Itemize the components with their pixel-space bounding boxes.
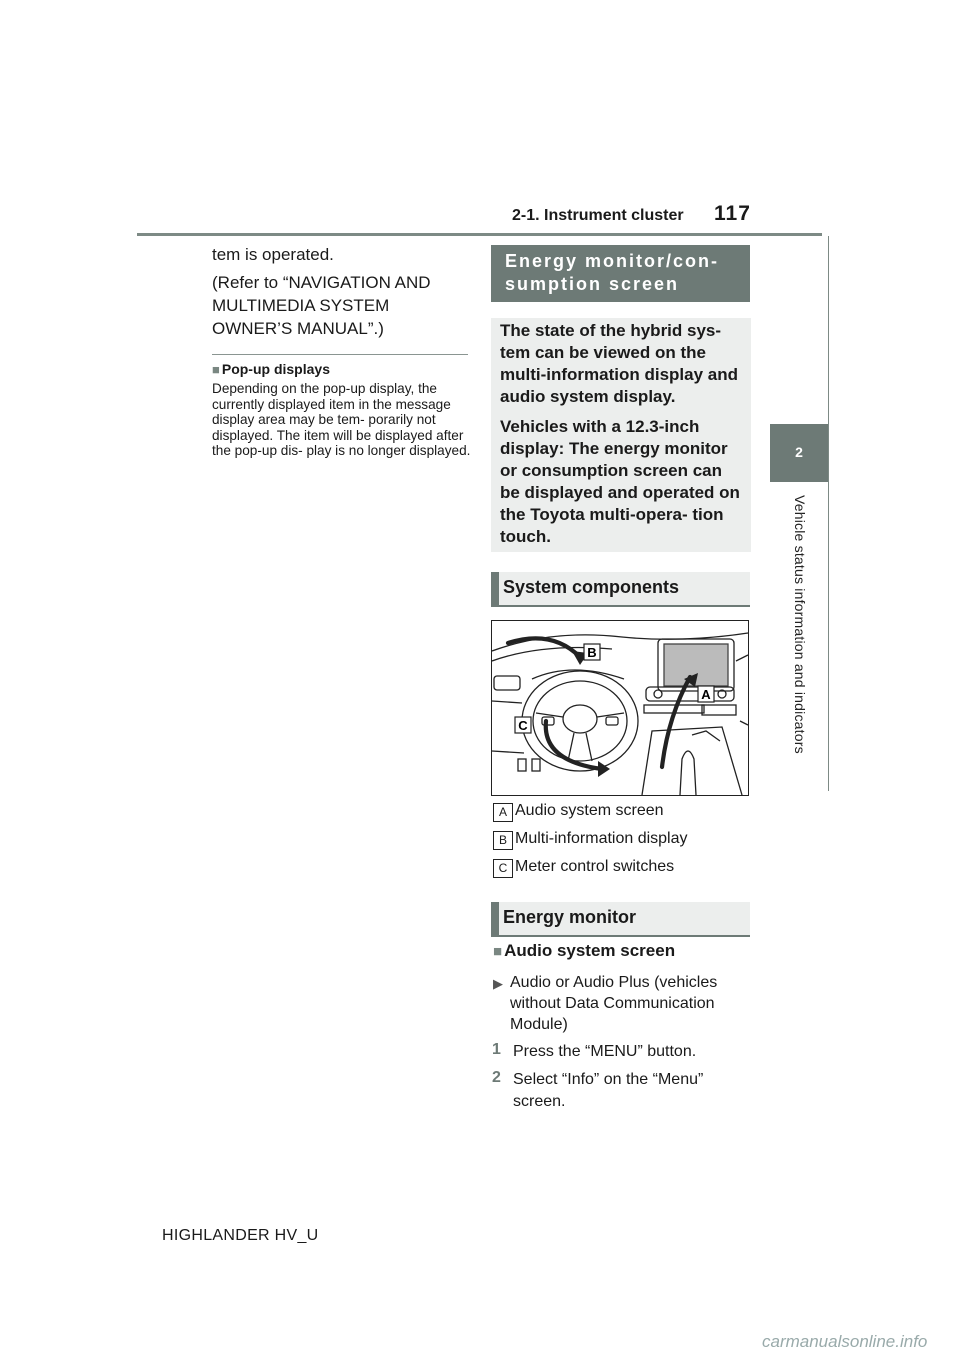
step-1-number: 1	[492, 1041, 501, 1058]
cockpit-drawing	[492, 621, 748, 795]
subheading-popup-label: Pop-up displays	[221, 361, 330, 377]
square-bullet-icon: ■	[493, 943, 503, 960]
figure-label-b: B	[587, 645, 597, 660]
section-title: 2-1. Instrument cluster	[512, 207, 684, 224]
audio-subheading	[493, 941, 675, 961]
system-components-title: System components	[503, 577, 680, 597]
header-rule	[137, 233, 822, 236]
system-components-heading-bar	[491, 572, 499, 605]
chapter-title: Vehicle status information and indicators	[792, 495, 808, 754]
side-divider	[828, 236, 829, 791]
step-2-number: 2	[492, 1069, 501, 1086]
energy-banner-title: Energy monitor/con- sumption screen	[505, 251, 720, 294]
continued-text: tem is operated.	[212, 245, 334, 264]
intro-text-1: The state of the hybrid sys- tem can be viewed on the multi-information display and audio system display.	[500, 321, 739, 406]
system-components-heading-rule	[491, 605, 750, 607]
legend-text-c: Meter control switches	[515, 858, 675, 875]
legend-text-b: Multi-information display	[515, 830, 688, 847]
watermark: carmanualsonline.info	[762, 1332, 928, 1351]
subsection-rule	[212, 354, 468, 355]
figure-label-a: A	[701, 687, 711, 702]
legend-text-a: Audio system screen	[515, 802, 664, 819]
energy-monitor-title: Energy monitor	[503, 907, 637, 927]
arrow-c-head	[598, 761, 610, 777]
subheading-popup	[212, 361, 330, 377]
energy-monitor-heading-rule	[491, 935, 750, 937]
legend-key-a: A	[493, 803, 513, 822]
audio-subheading-label: Audio system screen	[504, 941, 676, 960]
step-1-text: Press the “MENU” button.	[513, 1043, 697, 1060]
model-footer: HIGHLANDER HV_U	[162, 1227, 319, 1244]
legend-key-c: C	[493, 859, 513, 878]
triangle-bullet-icon: ▶	[493, 976, 503, 991]
page-number: 117	[714, 202, 751, 225]
figure-label-c: C	[518, 718, 528, 733]
audio-note: Audio or Audio Plus (vehicles without Data Communication Module)	[510, 974, 718, 1033]
intro-text-2: Vehicles with a 12.3-inch display: The energy monitor or consumption screen can be displayed and operated on the Toyota multi-opera- tion touch.	[500, 417, 740, 546]
reference-text: (Refer to “NAVIGATION AND MULTIMEDIA SYSTEM OWNER’S MANUAL”.)	[212, 273, 431, 338]
legend-key-b: B	[493, 831, 513, 850]
energy-monitor-heading-bar	[491, 902, 499, 935]
cockpit-illustration	[491, 620, 749, 796]
chapter-number: 2	[795, 444, 803, 460]
square-bullet-icon: ■	[212, 362, 220, 377]
step-2-text: Select “Info” on the “Menu” screen.	[513, 1071, 704, 1110]
popup-body-text: Depending on the pop-up display, the currently displayed item in the message display area may be tem- porarily not displayed. The item will be displayed after the pop-up dis- play is no longer displayed.	[212, 381, 471, 458]
